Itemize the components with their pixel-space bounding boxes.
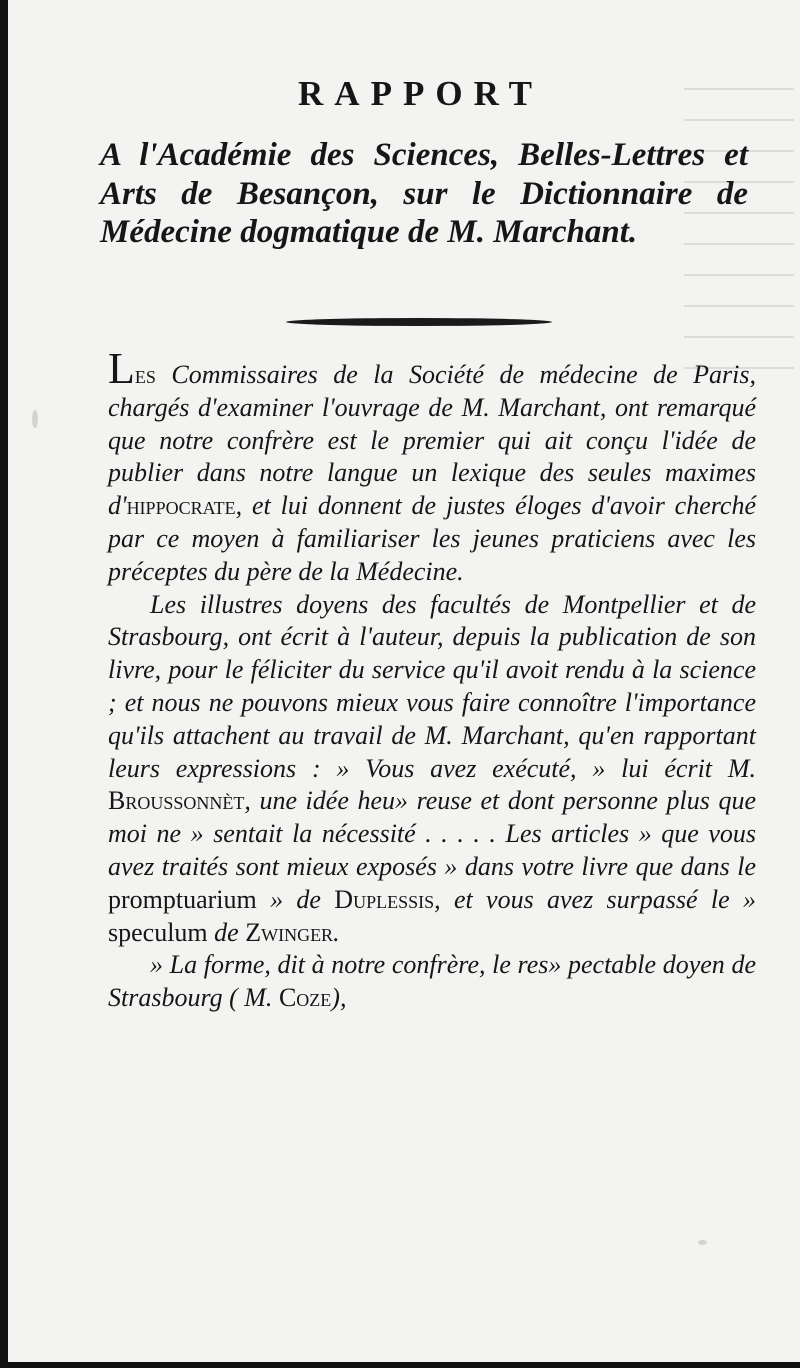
- book-page: [8, 0, 800, 1362]
- author-name: hippocrate: [126, 491, 236, 521]
- drop-cap: L: [108, 344, 135, 393]
- paragraph-text: , et vous avez surpassé le »: [434, 884, 756, 914]
- paragraph-text: , et lui donnent de justes éloges d'avoir cherché par ce moyen à familiariser les jeunes praticiens avec les préceptes du père de la Médecine.: [108, 491, 756, 586]
- book-title: speculum: [108, 917, 208, 947]
- paragraph-text: Les illustres doyens des facultés de Montpellier et de Strasbourg, ont écrit à l'auteur, depuis la publication de son livre, pour le féliciter du service qu'il avoit rendu à la science ; et nous ne pouvons mieux vous faire connoître l'importance qu'ils attachent au travail de M. Marchant, qu'en rapportant leurs expressions : » Vous avez exécuté, » lui écrit M.: [108, 589, 756, 783]
- paragraph-1: [108, 344, 756, 589]
- paragraph-text: , une idée heu» reuse et dont personne plus que moi ne » sentait la nécessité . . . . . Les articles » que vous avez traités sont mieux exposés » dans votre livre que dans le: [108, 786, 756, 881]
- drop-cap-lead: es: [134, 360, 156, 389]
- report-body: [108, 344, 756, 1015]
- paragraph-3: [108, 949, 756, 1015]
- paragraph-2: [108, 589, 756, 950]
- author-name: Duplessis: [334, 884, 435, 914]
- paper-stain: [698, 1240, 707, 1245]
- report-title: RAPPORT: [298, 74, 543, 113]
- paragraph-text: de: [207, 917, 246, 947]
- paragraph-text: » La forme, dit à notre confrère, le res» pectable doyen de Strasbourg ( M.: [108, 950, 756, 1013]
- section-rule: [286, 318, 552, 326]
- book-title: promptuarium: [108, 884, 257, 914]
- report-heading: A l'Académie des Sciences, Belles-Lettres et Arts de Besançon, sur le Dictionnaire de Médecine dogmatique de M. Marchant.: [100, 137, 748, 250]
- paper-stain: [32, 410, 38, 428]
- author-name: Coze: [278, 983, 332, 1013]
- paragraph-text: .: [333, 917, 340, 947]
- author-name: Zwinger: [245, 917, 334, 947]
- paragraph-text: » de: [256, 884, 335, 914]
- paragraph-text: Commissaires de la Société de médecine de Paris, chargés d'examiner l'ouvrage de M. Marchant, ont remarqué que notre confrère est le premier qui ait conçu l'idée de publier dans notre langue un lexique des seules maximes d': [108, 360, 756, 521]
- paragraph-text: ),: [331, 983, 347, 1013]
- author-name: Broussonnèt: [108, 786, 245, 816]
